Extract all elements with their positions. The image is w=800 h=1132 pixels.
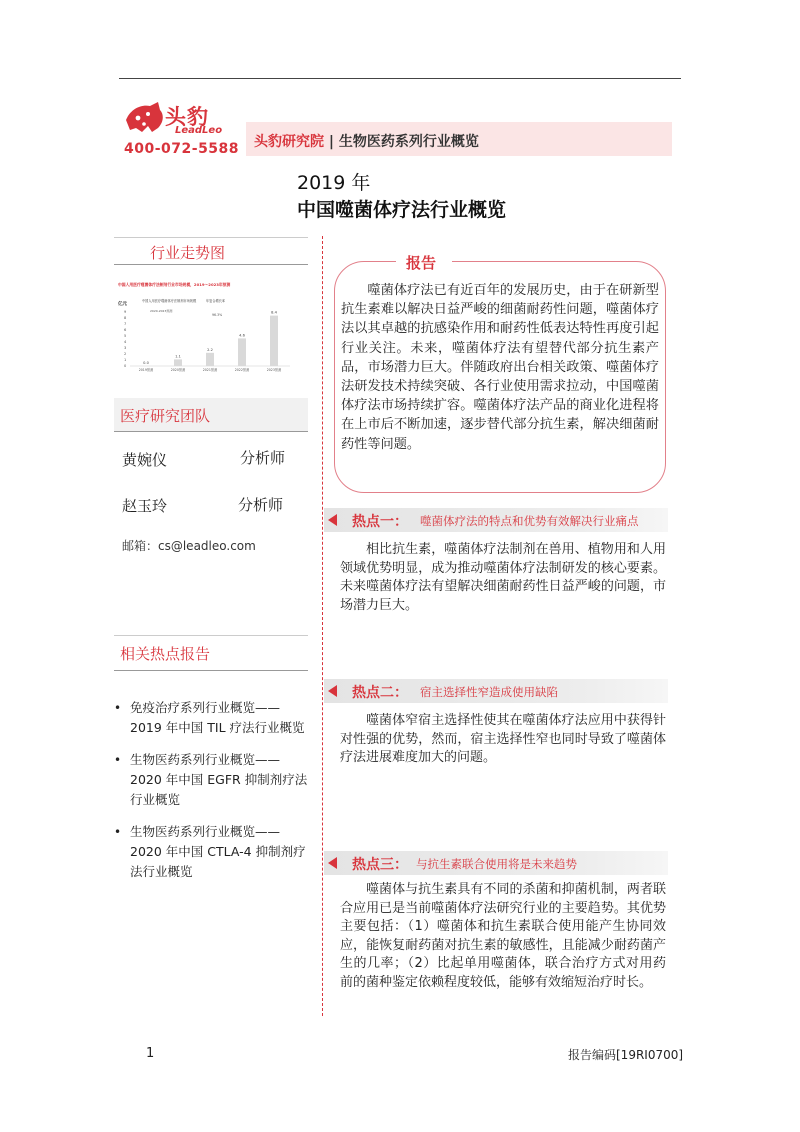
chart-y-tick: 5 xyxy=(124,334,127,339)
chart-x-tick: 2023预测 xyxy=(266,368,282,372)
chart-bar xyxy=(206,353,214,366)
hotspot-2-title: 热点二： xyxy=(352,685,408,701)
chart-data-label: 1.1 xyxy=(175,354,181,359)
chart-title: 中国人用医疗噬菌体疗法制剂行业市场规模，2019～2023年预测 xyxy=(118,282,231,287)
chart-x-tick: 2019预测 xyxy=(138,368,154,372)
banner-separator: | xyxy=(324,134,339,150)
hotspot-marker-icon xyxy=(328,685,337,697)
series-banner-text xyxy=(254,131,479,151)
banner-series: 生物医药系列行业概览 xyxy=(338,134,479,150)
related-report-list xyxy=(114,698,314,894)
logo-en: LeadLeo xyxy=(175,125,223,136)
chart-y-tick: 9 xyxy=(124,310,127,315)
chart-data-label: 2.2 xyxy=(207,347,213,352)
hotspot-1-title: 热点一： xyxy=(352,514,408,530)
chart-period: 2020-2023预测 xyxy=(150,309,173,313)
hotspot-2-subtitle: 宿主选择性窄造成使用缺陷 xyxy=(420,685,558,699)
chart-cagr: 96.3% xyxy=(212,313,223,317)
related-heading-bar xyxy=(114,635,308,671)
related-report-item[interactable]: • 生物医药系列行业概览—— 2020 年中国 EGFR 抑制剂疗法行业概览 xyxy=(114,750,314,810)
hotspot-3-body: 噬菌体与抗生素具有不同的杀菌和抑菌机制，两者联合应用已是当前噬菌体疗法研究行业的主要趋势。其优势主要包括：（1）噬菌体和抗生素联合使用能产生协同效应，能恢复耐药菌对抗生素的敏感性，且能减少耐药菌产生的几率；（2）比起单用噬菌体，联合治疗方式对用药前的菌种鉴定依赖程度较低，能够有效缩短治疗时长。 xyxy=(340,882,666,990)
chart-x-tick: 2020预测 xyxy=(170,368,186,372)
hotspot-2-bar xyxy=(324,679,668,703)
column-divider xyxy=(322,236,323,1016)
phone-number: 400-072-5588 xyxy=(124,141,240,157)
hotspot-marker-icon xyxy=(328,857,337,869)
banner-institute: 头豹研究院 xyxy=(254,134,324,150)
logo-cn: 头豹 xyxy=(165,105,209,129)
hotspot-3-bar xyxy=(324,851,668,875)
trend-heading-bar xyxy=(114,237,308,265)
team-heading-bar xyxy=(114,398,308,432)
related-report-item[interactable]: • 生物医药系列行业概览—— 2020 年中国 CTLA-4 抑制剂疗法行业概览 xyxy=(114,822,314,882)
related-report-item[interactable]: • 免疫治疗系列行业概览—— 2019 年中国 TIL 疗法行业概览 xyxy=(114,698,314,738)
hotspot-1-bar xyxy=(324,508,668,532)
chart-y-tick: 3 xyxy=(124,346,127,351)
chart-bar xyxy=(238,338,246,366)
chart-y-tick: 8 xyxy=(124,316,127,321)
contact-email: 邮箱：cs@leadleo.com xyxy=(122,539,256,553)
hotspot-3-subtitle: 与抗生素联合使用将是未来趋势 xyxy=(416,857,577,871)
chart-x-tick: 2022预测 xyxy=(234,368,250,372)
member-role: 分析师 xyxy=(238,496,284,514)
chart-y-tick: 4 xyxy=(124,340,127,345)
chart-data-label: 0.0 xyxy=(143,361,149,365)
hotspot-3-title: 热点三： xyxy=(352,857,408,873)
chart-y-tick: 2 xyxy=(124,352,127,357)
hotspot-1-body: 相比抗生素，噬菌体疗法制剂在兽用、植物用和人用领域优势明显，成为推动噬菌体疗法制研发的核心要素。未来噬菌体疗法有望解决细菌耐药性日益严峻的问题，市场潜力巨大。 xyxy=(340,542,666,613)
member-role: 分析师 xyxy=(240,449,286,467)
chart-y-tick: 1 xyxy=(124,358,127,363)
page-title: 中国噬菌体疗法行业概览 xyxy=(297,199,507,221)
chart-legend-size: 中国人用医疗噬菌体疗法制剂市场规模 xyxy=(142,299,197,303)
related-heading: 相关热点报告 xyxy=(120,645,211,663)
report-code: 报告编码[19RI0700] xyxy=(568,1048,684,1062)
title-year: 2019 年 xyxy=(297,172,371,194)
chart-data-label: 4.6 xyxy=(239,333,245,338)
report-label: 报告 xyxy=(388,252,454,273)
hotspot-2-body: 噬菌体窄宿主选择性使其在噬菌体疗法应用中获得针对性强的优势，然而，宿主选择性窄也同时导致了噬菌体疗法进展难度加大的问题。 xyxy=(340,713,666,765)
chart-bar xyxy=(270,316,278,366)
hotspot-marker-icon xyxy=(328,514,337,526)
member-name: 赵玉玲 xyxy=(122,497,168,515)
team-heading: 医疗研究团队 xyxy=(120,407,211,425)
chart-ylabel: 亿元 xyxy=(118,302,127,307)
chart-bar xyxy=(174,359,182,366)
hotspot-1-subtitle: 噬菌体疗法的特点和优势有效解决行业痛点 xyxy=(420,514,639,528)
top-rule xyxy=(119,78,681,79)
trend-chart xyxy=(116,276,294,376)
report-summary: 噬菌体疗法已有近百年的发展历史，由于在研新型抗生素难以解决日益严峻的细菌耐药性问题，噬菌体疗法以其卓越的抗感染作用和耐药性低表达特性再度引起行业关注。未来，噬菌体疗法有望替代部分抗生素产品，市场潜力巨大。伴随政府出台相关政策、噬菌体疗法研发技术持续突破、各行业使用需求拉动，中国噬菌体疗法市场持续扩容。噬菌体疗法产品的商业化进程将在上市后不断加速，逐步替代部分抗生素，解决细菌耐药性等问题。 xyxy=(341,283,659,452)
chart-y-tick: 0 xyxy=(124,364,127,369)
trend-heading: 行业走势图 xyxy=(150,244,226,262)
member-name: 黄婉仪 xyxy=(122,451,168,469)
chart-legend-cagr: 年复合增长率 xyxy=(206,299,226,303)
chart-x-tick: 2021预测 xyxy=(202,368,218,372)
chart-data-label: 8.4 xyxy=(271,310,277,315)
page-number: 1 xyxy=(146,1046,155,1061)
chart-y-tick: 6 xyxy=(124,328,127,333)
chart-y-tick: 7 xyxy=(124,322,127,327)
